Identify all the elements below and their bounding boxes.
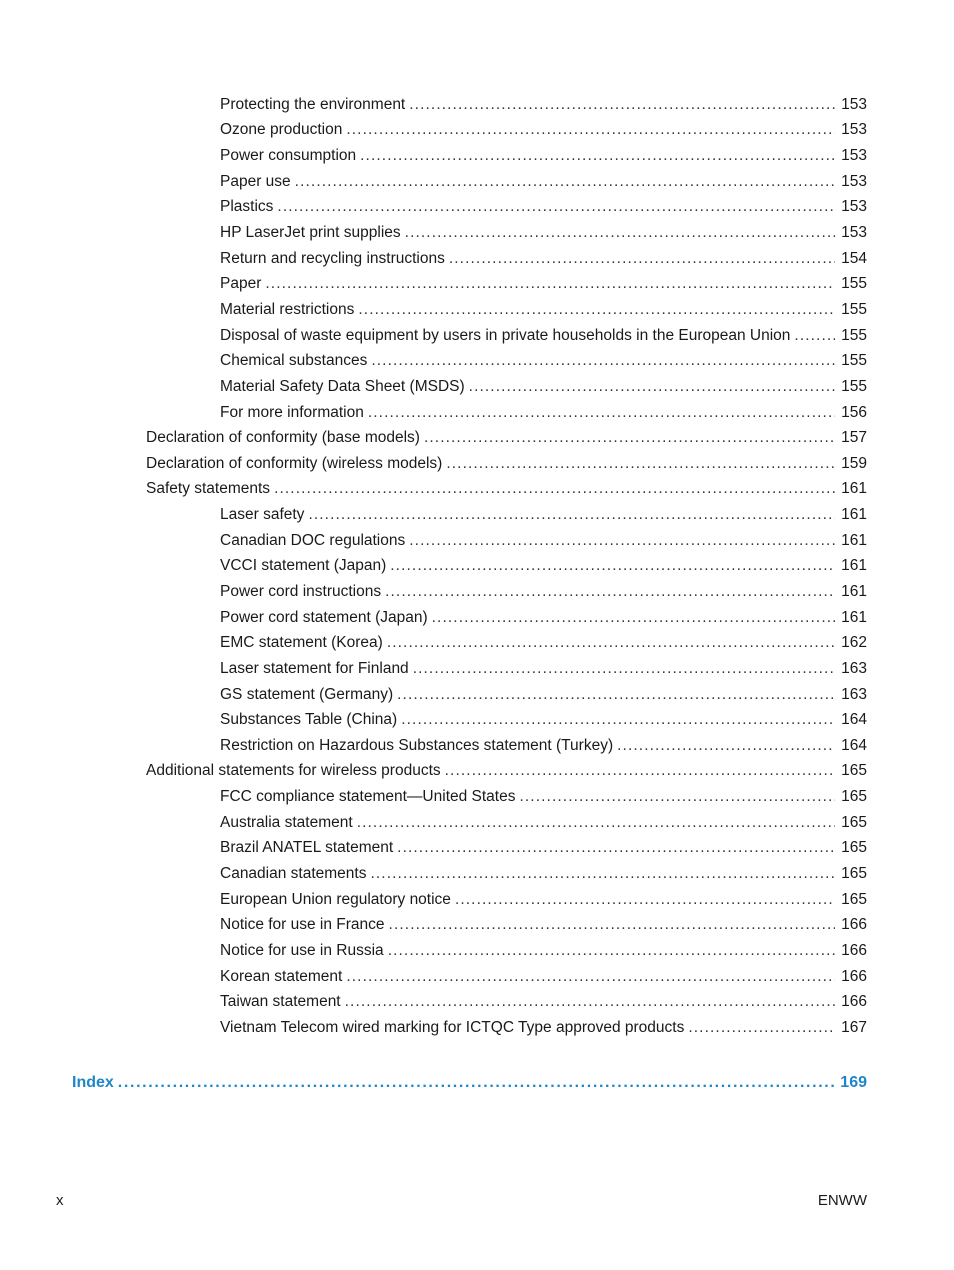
toc-entry-index[interactable] [72,1071,867,1095]
dot-leader [405,220,835,246]
toc-entry-page: 161 [841,557,867,575]
toc-entry-page: 155 [841,326,867,344]
toc-entry-title: Plastics [220,198,274,216]
dot-leader [445,759,835,785]
toc-entry[interactable] [146,759,867,785]
dot-leader [346,964,835,990]
toc-entry-page: 153 [841,121,867,139]
toc-entry-page: 165 [841,788,867,806]
toc-entry-page: 155 [841,275,867,293]
toc-entry-title: Material restrictions [220,300,355,318]
dot-leader [449,246,835,272]
toc-entry-title: HP LaserJet print supplies [220,224,401,242]
dot-leader [519,784,835,810]
toc-entry-page: 169 [840,1074,867,1091]
toc-entry-page: 161 [841,506,867,524]
toc-entry-page: 166 [841,941,867,959]
toc-entry-title: Canadian statements [220,865,367,883]
toc-entry[interactable] [146,477,867,503]
dot-leader [401,707,835,733]
toc-entry[interactable] [220,220,867,246]
toc-entry[interactable] [220,707,867,733]
table-of-contents [0,92,954,1041]
footer-doc-code: ENWW [817,1191,867,1209]
toc-entry-page: 164 [841,711,867,729]
toc-entry-page: 163 [841,685,867,703]
toc-entry-page: 165 [841,762,867,780]
toc-entry[interactable] [220,92,867,118]
toc-entry-page: 161 [841,480,867,498]
dot-leader [446,451,835,477]
toc-entry[interactable] [220,682,867,708]
toc-entry[interactable] [220,989,867,1015]
toc-entry[interactable] [220,887,867,913]
toc-entry[interactable] [220,579,867,605]
toc-entry-page: 166 [841,993,867,1011]
toc-entry-title: Laser safety [220,506,305,524]
toc-entry[interactable] [220,861,867,887]
dot-leader [118,1074,835,1092]
footer-page-number: x [56,1191,64,1209]
toc-entry-title: Ozone production [220,121,343,139]
toc-entry-title: Disposal of waste equipment by users in private households in the European Union [220,326,791,344]
dot-leader [385,579,835,605]
toc-entry-title: FCC compliance statement—United States [220,788,516,806]
toc-entry[interactable] [220,143,867,169]
dot-leader [368,400,835,426]
toc-entry[interactable] [220,271,867,297]
toc-entry[interactable] [220,913,867,939]
toc-entry-title: Protecting the environment [220,95,406,113]
dot-leader [274,477,835,503]
toc-entry-title: Substances Table (China) [220,711,398,729]
toc-entry[interactable] [220,528,867,554]
toc-entry-title: Return and recycling instructions [220,249,445,267]
toc-entry[interactable] [220,323,867,349]
dot-leader [469,374,835,400]
toc-entry[interactable] [220,297,867,323]
toc-entry[interactable] [220,630,867,656]
toc-entry-title: Canadian DOC regulations [220,531,406,549]
toc-entry-title: European Union regulatory notice [220,890,451,908]
toc-entry[interactable] [220,400,867,426]
toc-entry-page: 153 [841,224,867,242]
toc-entry[interactable] [220,118,867,144]
toc-entry-title: Vietnam Telecom wired marking for ICTQC Type approved products [220,1018,685,1036]
toc-entry[interactable] [220,836,867,862]
dot-leader [413,656,835,682]
toc-entry-page: 154 [841,249,867,267]
toc-entry-page: 165 [841,839,867,857]
toc-entry-title: Power cord statement (Japan) [220,608,428,626]
toc-entry-title: Additional statements for wireless products [146,762,441,780]
toc-entry-page: 164 [841,736,867,754]
dot-leader [432,605,836,631]
toc-entry-title: Material Safety Data Sheet (MSDS) [220,377,465,395]
toc-entry-page: 161 [841,531,867,549]
dot-leader [389,913,836,939]
dot-leader [390,554,835,580]
dot-leader [371,348,835,374]
toc-entry-title: Power consumption [220,147,357,165]
toc-entry-page: 157 [841,429,867,447]
toc-entry-title: Declaration of conformity (base models) [146,429,420,447]
toc-entry[interactable] [220,195,867,221]
toc-entry[interactable] [220,554,867,580]
toc-entry-title: Paper use [220,172,291,190]
dot-leader [397,836,835,862]
toc-entry[interactable] [220,784,867,810]
toc-entry-page: 153 [841,198,867,216]
dot-leader [455,887,835,913]
toc-entry[interactable] [220,1015,867,1041]
toc-entry-page: 161 [841,608,867,626]
toc-entry[interactable] [146,425,867,451]
toc-entry-page: 161 [841,582,867,600]
dot-leader [308,502,835,528]
dot-leader [688,1015,835,1041]
page-footer [56,1190,867,1210]
toc-entry[interactable] [220,502,867,528]
toc-entry-title: Chemical substances [220,352,368,370]
toc-entry-page: 165 [841,890,867,908]
toc-entry-title: Notice for use in Russia [220,941,384,959]
toc-entry-page: 163 [841,659,867,677]
toc-entry-page: 162 [841,634,867,652]
toc-entry-page: 153 [841,95,867,113]
toc-entry[interactable] [146,451,867,477]
toc-entry-title: Index [72,1074,114,1091]
toc-entry[interactable] [220,348,867,374]
dot-leader [388,938,835,964]
dot-leader [345,989,836,1015]
dot-leader [397,682,835,708]
toc-entry[interactable] [220,246,867,272]
dot-leader [358,297,835,323]
toc-entry-title: For more information [220,403,364,421]
toc-entry-page: 167 [841,1018,867,1036]
toc-entry[interactable] [220,656,867,682]
toc-entry-page: 165 [841,865,867,883]
toc-entry-page: 155 [841,352,867,370]
toc-entry[interactable] [220,169,867,195]
toc-entry-page: 165 [841,813,867,831]
toc-entry-title: Australia statement [220,813,353,831]
toc-entry-page: 166 [841,967,867,985]
toc-entry-title: Brazil ANATEL statement [220,839,394,857]
dot-leader [277,195,835,221]
dot-leader [409,528,835,554]
toc-entry[interactable] [220,810,867,836]
dot-leader [409,92,835,118]
toc-entry-page: 155 [841,300,867,318]
toc-entry[interactable] [220,733,867,759]
toc-entry-page: 159 [841,454,867,472]
toc-entry-page: 153 [841,172,867,190]
dot-leader [346,118,835,144]
dot-leader [424,425,835,451]
toc-entry-title: GS statement (Germany) [220,685,394,703]
toc-entry-title: Korean statement [220,967,343,985]
dot-leader [357,810,835,836]
toc-entry-page: 153 [841,147,867,165]
dot-leader [370,861,835,887]
dot-leader [617,733,835,759]
toc-entry-title: Notice for use in France [220,916,385,934]
dot-leader [794,323,835,349]
toc-entry[interactable] [220,964,867,990]
toc-entry-title: Power cord instructions [220,582,382,600]
toc-entry-page: 155 [841,377,867,395]
dot-leader [360,143,835,169]
dot-leader [295,169,835,195]
toc-entry[interactable] [220,374,867,400]
toc-entry-page: 166 [841,916,867,934]
toc-entry-page: 156 [841,403,867,421]
toc-entry-title: Declaration of conformity (wireless models) [146,454,443,472]
dot-leader [265,271,835,297]
toc-entry-title: EMC statement (Korea) [220,634,383,652]
toc-entry-title: Paper [220,275,262,293]
toc-entry-title: Safety statements [146,480,271,498]
toc-entry[interactable] [220,938,867,964]
toc-entry-title: Laser statement for Finland [220,659,409,677]
toc-entry[interactable] [220,605,867,631]
toc-entry-title: Taiwan statement [220,993,341,1011]
toc-entry-title: VCCI statement (Japan) [220,557,387,575]
toc-entry-title: Restriction on Hazardous Substances statement (Turkey) [220,736,614,754]
dot-leader [387,630,835,656]
